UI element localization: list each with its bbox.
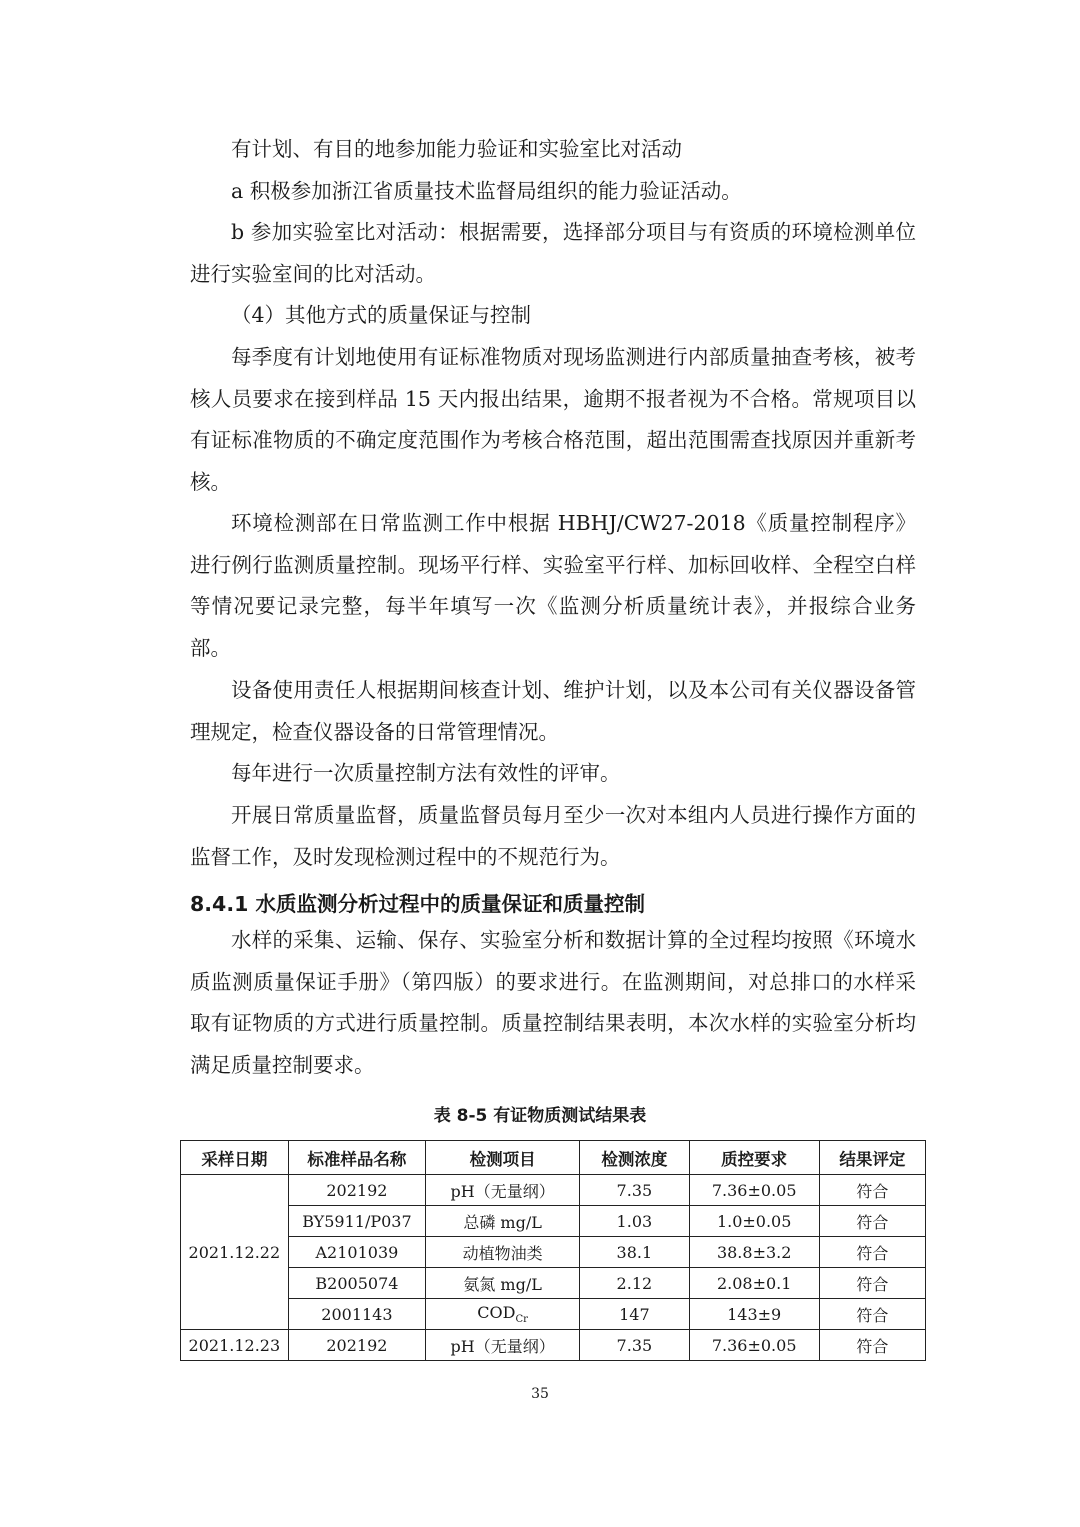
req-cell: 143±9 bbox=[689, 1299, 819, 1330]
table-row bbox=[181, 1299, 926, 1330]
header-cell: 质控要求 bbox=[689, 1141, 819, 1175]
paragraph-2: a 积极参加浙江省质量技术监督局组织的能力验证活动。 bbox=[231, 179, 742, 203]
result-cell: 符合 bbox=[819, 1175, 925, 1206]
conc-cell: 1.03 bbox=[580, 1206, 690, 1237]
table-row bbox=[181, 1175, 926, 1206]
page-number: 35 bbox=[531, 1386, 549, 1402]
item-cell: 动植物油类 bbox=[426, 1237, 580, 1268]
result-cell: 符合 bbox=[819, 1237, 925, 1268]
table-header-row bbox=[181, 1141, 926, 1175]
table-caption: 表 8-5 有证物质测试结果表 bbox=[433, 1106, 647, 1126]
header-cell: 检测浓度 bbox=[580, 1141, 690, 1175]
table-row bbox=[181, 1268, 926, 1299]
item-cell: 总磷 mg/L bbox=[426, 1206, 580, 1237]
req-cell: 7.36±0.05 bbox=[689, 1175, 819, 1206]
result-cell: 符合 bbox=[819, 1268, 925, 1299]
section-heading: 8.4.1 水质监测分析过程中的质量保证和质量控制 bbox=[190, 892, 646, 916]
results-table bbox=[180, 1140, 926, 1361]
result-cell: 符合 bbox=[819, 1299, 925, 1330]
item-cell: pH（无量纲） bbox=[426, 1330, 580, 1361]
header-cell: 检测项目 bbox=[426, 1141, 580, 1175]
paragraph-6: 环境检测部在日常监测工作中根据 HBHJ/CW27-2018《质量控制程序》进行例行监测质量控制。现场平行样、实验室平行样、加标回收样、全程空白样等情况要记录完整，每半年填写一次《监测分析质量统计表》，并报综合业务部。 bbox=[190, 511, 916, 660]
item-subscript: Cr bbox=[515, 1314, 528, 1326]
header-cell: 标准样品名称 bbox=[288, 1141, 425, 1175]
table-row bbox=[181, 1237, 926, 1268]
paragraph-1: 有计划、有目的地参加能力验证和实验室比对活动 bbox=[231, 137, 682, 161]
header-cell: 结果评定 bbox=[819, 1141, 925, 1175]
paragraph-7: 设备使用责任人根据期间核查计划、维护计划，以及本公司有关仪器设备管理规定，检查仪器设备的日常管理情况。 bbox=[190, 678, 916, 744]
sample-cell: B2005074 bbox=[288, 1268, 425, 1299]
paragraph-8: 每年进行一次质量控制方法有效性的评审。 bbox=[231, 761, 621, 785]
conc-cell: 7.35 bbox=[580, 1175, 690, 1206]
date-cell: 2021.12.22 bbox=[181, 1175, 289, 1330]
result-cell: 符合 bbox=[819, 1330, 925, 1361]
sample-cell: BY5911/P037 bbox=[288, 1206, 425, 1237]
item-cell: pH（无量纲） bbox=[426, 1175, 580, 1206]
paragraph-4: （4）其他方式的质量保证与控制 bbox=[231, 303, 532, 327]
table-row bbox=[181, 1206, 926, 1237]
sample-cell: A2101039 bbox=[288, 1237, 425, 1268]
conc-cell: 7.35 bbox=[580, 1330, 690, 1361]
conc-cell: 147 bbox=[580, 1299, 690, 1330]
item-cell bbox=[426, 1299, 580, 1330]
sample-cell: 202192 bbox=[288, 1175, 425, 1206]
table-row bbox=[181, 1330, 926, 1361]
paragraph-after-heading: 水样的采集、运输、保存、实验室分析和数据计算的全过程均按照《环境水质监测质量保证手册》（第四版）的要求进行。在监测期间，对总排口的水样采取有证物质的方式进行质量控制。质量控制结果表明，本次水样的实验室分析均满足质量控制要求。 bbox=[190, 928, 916, 1077]
paragraph-9: 开展日常质量监督，质量监督员每月至少一次对本组内人员进行操作方面的监督工作，及时发现检测过程中的不规范行为。 bbox=[190, 803, 916, 869]
sample-cell: 2001143 bbox=[288, 1299, 425, 1330]
item-text: COD bbox=[477, 1302, 516, 1322]
req-cell: 2.08±0.1 bbox=[689, 1268, 819, 1299]
req-cell: 7.36±0.05 bbox=[689, 1330, 819, 1361]
item-cell: 氨氮 mg/L bbox=[426, 1268, 580, 1299]
paragraph-5: 每季度有计划地使用有证标准物质对现场监测进行内部质量抽查考核，被考核人员要求在接到样品 15 天内报出结果，逾期不报者视为不合格。常规项目以有证标准物质的不确定度范围作为考核合格范围，超出范围需查找原因并重新考核。 bbox=[190, 345, 916, 494]
req-cell: 38.8±3.2 bbox=[689, 1237, 819, 1268]
conc-cell: 38.1 bbox=[580, 1237, 690, 1268]
sample-cell: 202192 bbox=[288, 1330, 425, 1361]
date-cell: 2021.12.23 bbox=[181, 1330, 289, 1361]
paragraph-3: b 参加实验室比对活动：根据需要，选择部分项目与有资质的环境检测单位进行实验室间的比对活动。 bbox=[190, 220, 916, 286]
header-cell: 采样日期 bbox=[181, 1141, 289, 1175]
req-cell: 1.0±0.05 bbox=[689, 1206, 819, 1237]
result-cell: 符合 bbox=[819, 1206, 925, 1237]
conc-cell: 2.12 bbox=[580, 1268, 690, 1299]
